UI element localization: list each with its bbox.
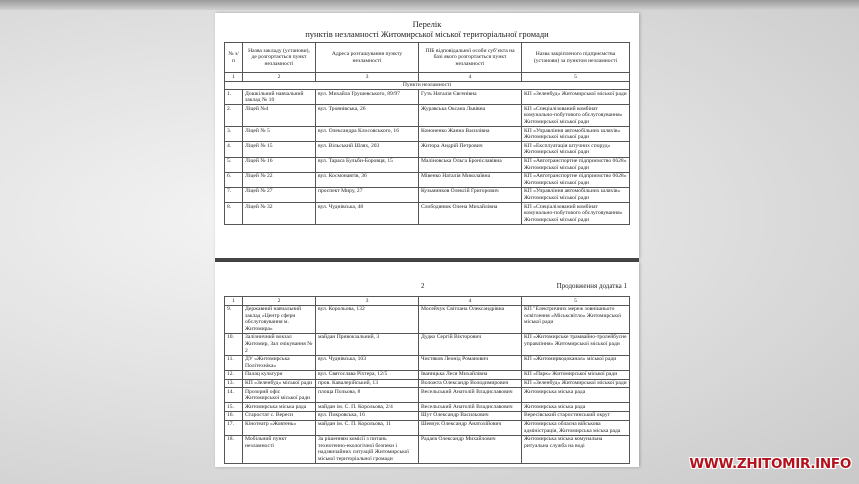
site-watermark: WWW.ZHITOMIR.INFO: [689, 456, 851, 472]
table-page-2: [224, 296, 630, 464]
document-page-1: [215, 13, 639, 259]
cell-number: 6.: [225, 172, 243, 187]
cell-address: вул. Святослава Ріхтера, 12/5: [316, 370, 419, 379]
cell-name: ДУ «Житомирська Політехніка»: [243, 355, 316, 370]
cell-person: Маліновська Ольга Броніславівна: [419, 157, 522, 172]
cell-person: Весельський Анатолій Владиславович: [419, 388, 522, 403]
cell-org: КП «Парк» Житомирської міської ради: [522, 370, 630, 379]
cell-number: 2.: [225, 105, 243, 127]
cell-name: Старостат с. Вереси: [243, 411, 316, 420]
table-row: [225, 403, 630, 412]
cell-person: Дудко Сергій Вікторович: [419, 333, 522, 355]
cell-name: Ліцей № 27: [243, 187, 316, 202]
cell-name: Ліцей № 32: [243, 203, 316, 225]
cell-name: Ліцей № 22: [243, 172, 316, 187]
cell-number: 10.: [225, 333, 243, 355]
column-number-row: [225, 297, 630, 306]
table-row: [225, 355, 630, 370]
cell-person: Воложта Олександр Володимирович: [419, 379, 522, 388]
cell-org: КП «Спеціалізований комбінат комунально-побутового обслуговування» Житомирської міської ради: [522, 105, 630, 127]
table-page-1: [224, 42, 630, 225]
cell-number: 14.: [225, 388, 243, 403]
cell-org: КП «Експлуатація штучних споруд» Житомирської міської ради: [522, 142, 630, 157]
cell-person: Журавська Оксана Львівна: [419, 105, 522, 127]
table-row: [225, 411, 630, 420]
col-num: 2: [243, 297, 316, 306]
section-row: [225, 81, 630, 90]
column-number-row: [225, 73, 630, 82]
cell-person: Житора Андрій Петрович: [419, 142, 522, 157]
table-row: [225, 379, 630, 388]
cell-number: 3.: [225, 127, 243, 142]
cell-address: майдан ім. С. П. Корольова, 11: [316, 420, 419, 435]
document-page-2: [215, 262, 639, 467]
col-num: 4: [419, 297, 522, 306]
cell-address: вул. Чуднівська, 48: [316, 203, 419, 225]
header-address: Адреса розташування пункту незламності: [316, 43, 419, 73]
cell-person: Кузьминков Олексій Григорович: [419, 187, 522, 202]
cell-address: вул. Корольова, 132: [316, 305, 419, 333]
cell-address: вул. Троянівська, 26: [316, 105, 419, 127]
cell-number: 5.: [225, 157, 243, 172]
cell-org: КП «Спеціалізований комбінат комунально-побутового обслуговування» Житомирської міської ради: [522, 203, 630, 225]
cell-org: Житомирська міська рада: [522, 388, 630, 403]
cell-person: Радаєв Олександр Михайлович: [419, 435, 522, 463]
cell-address: вул. Олександра Клосовського, 16: [316, 127, 419, 142]
col-num: 3: [316, 73, 419, 82]
cell-person: Кононенко Жанна Василівна: [419, 127, 522, 142]
cell-name: Ліцей № 15: [243, 142, 316, 157]
cell-org: КП «Зеленбуд» Житомирської міської ради: [522, 379, 630, 388]
cell-name: КП «Зеленбуд» міської ради: [243, 379, 316, 388]
cell-name: Житомирська міська рада: [243, 403, 316, 412]
cell-name: Мобільний пункт незламності: [243, 435, 316, 463]
cell-person: Чистяков Леонід Романович: [419, 355, 522, 370]
header-person: ПІБ відповідальної особи суб’єкта на базі якого розгортається пункт незламності: [419, 43, 522, 73]
cell-number: 4.: [225, 142, 243, 157]
cell-number: 12.: [225, 370, 243, 379]
cell-name: Ліцей № 5: [243, 127, 316, 142]
cell-address: вул. Михайла Грушевського, 89/97: [316, 90, 419, 105]
cell-number: 1.: [225, 90, 243, 105]
cell-org: Житомирська обласна військова адміністрація, Житомирська міська рада: [522, 420, 630, 435]
table-row: [225, 203, 630, 225]
cell-address: майдан Привокзальний, 3: [316, 333, 419, 355]
cell-address: площа Польова, 8: [316, 388, 419, 403]
top-frame-bar: [0, 0, 859, 10]
cell-address: вул. Космонавтів, 36: [316, 172, 419, 187]
table-row: [225, 435, 630, 463]
cell-name: Прозорий офіс Житомирської міської ради: [243, 388, 316, 403]
continuation-label: Продовження додатка 1: [556, 282, 627, 290]
title-line-1: Перелік: [412, 19, 442, 29]
cell-number: 15.: [225, 403, 243, 412]
cell-org: КП "Електричних мереж зовнішнього освітлення «Міськсвітло» Житомирської міської ради: [522, 305, 630, 333]
col-num: 5: [522, 297, 630, 306]
cell-name: Державний навчальний заклад «Центр сфери обслуговування м. Житомира»: [243, 305, 316, 333]
cell-address: вул. Тараса Бульби-Боровця, 15: [316, 157, 419, 172]
table-row: [225, 105, 630, 127]
table-header-row: [225, 43, 630, 73]
cell-org: Вересівський старостинський округ: [522, 411, 630, 420]
cell-address: вул. Чуднівська, 103: [316, 355, 419, 370]
cell-number: 7.: [225, 187, 243, 202]
cell-name: Кінотеатр «Жовтень»: [243, 420, 316, 435]
document-title: [215, 19, 639, 39]
cell-address: майдан ім. С. П. Корольова, 2/4: [316, 403, 419, 412]
cell-org: КП «Управління автомобільних шляхів» Житомирської міської ради: [522, 127, 630, 142]
table-row: [225, 90, 630, 105]
cell-address: вул. Вільський Шлях, 203: [316, 142, 419, 157]
cell-org: Житомирська міська рада: [522, 403, 630, 412]
col-num: 4: [419, 73, 522, 82]
cell-address: пров. Кавалерійський, 13: [316, 379, 419, 388]
table-row: [225, 172, 630, 187]
cell-number: 18.: [225, 435, 243, 463]
table-row: [225, 142, 630, 157]
header-name: Назва закладу (установи), де розгортається пункт незламності: [243, 43, 316, 73]
cell-org: КП «Автотранспортне підприємство 0628» Житомирської міської ради: [522, 172, 630, 187]
page-number: 2: [421, 282, 425, 290]
cell-org: КП «Житомирводоканал» міської ради: [522, 355, 630, 370]
cell-org: КП «Управління автомобільних шляхів» Житомирської міської ради: [522, 187, 630, 202]
cell-org: КП «Житомирське трамвайно-тролейбусне управління» Житомирської міської ради: [522, 333, 630, 355]
table-row: [225, 157, 630, 172]
header-org: Назва закріпленого підприємства (установи) за пунктом незламності: [522, 43, 630, 73]
cell-number: 11.: [225, 355, 243, 370]
col-num: 3: [316, 297, 419, 306]
section-title: Пункти незламності: [225, 81, 630, 90]
cell-address: За рішенням комісії з питань техногенно-екологічної безпеки і надзвичайних ситуацій Житомирської міської територіальної громади: [316, 435, 419, 463]
cell-address: вул. Покровська, 16: [316, 411, 419, 420]
cell-name: Ліцей №4: [243, 105, 316, 127]
title-line-2: пунктів незламності Житомирської міської територіальної громади: [305, 29, 549, 39]
table-row: [225, 127, 630, 142]
cell-number: 9.: [225, 305, 243, 333]
cell-name: Палац культури: [243, 370, 316, 379]
table-row: [225, 388, 630, 403]
cell-person: Гуть Наталія Євгенівна: [419, 90, 522, 105]
table-row: [225, 305, 630, 333]
col-num: 2: [243, 73, 316, 82]
col-num: 1: [225, 73, 243, 82]
cell-name: Залізничний вокзал Житомир, Зал очікування № 2: [243, 333, 316, 355]
cell-person: Шевчук Олександр Анатолійович: [419, 420, 522, 435]
cell-org: Житомирська міська комунальна ритуальна служба на воді: [522, 435, 630, 463]
page-2-header: [215, 282, 639, 294]
cell-address: проспект Миру, 27: [316, 187, 419, 202]
table-row: [225, 187, 630, 202]
cell-number: 8.: [225, 203, 243, 225]
table-row: [225, 333, 630, 355]
cell-person: Мівенко Наталія Миколаївна: [419, 172, 522, 187]
cell-person: Іваницька Леся Михайлівна: [419, 370, 522, 379]
cell-name: Ліцей № 16: [243, 157, 316, 172]
cell-name: Дошкільний навчальний заклад № 10: [243, 90, 316, 105]
cell-person: Мосейчук Світлана Олександрівна: [419, 305, 522, 333]
cell-number: 13.: [225, 379, 243, 388]
col-num: 5: [522, 73, 630, 82]
cell-person: Шут Олександр Васильович: [419, 411, 522, 420]
header-number: № з/п: [225, 43, 243, 73]
cell-person: Слободянюк Олена Михайлівна: [419, 203, 522, 225]
cell-number: 16.: [225, 411, 243, 420]
cell-person: Весельський Анатолій Владиславович: [419, 403, 522, 412]
cell-number: 17.: [225, 420, 243, 435]
cell-org: КП «Зеленбуд» Житомирської міської ради: [522, 90, 630, 105]
cell-org: КП «Автотранспортне підприємство 0628» Житомирської міської ради: [522, 157, 630, 172]
col-num: 1: [225, 297, 243, 306]
table-row: [225, 370, 630, 379]
table-row: [225, 420, 630, 435]
